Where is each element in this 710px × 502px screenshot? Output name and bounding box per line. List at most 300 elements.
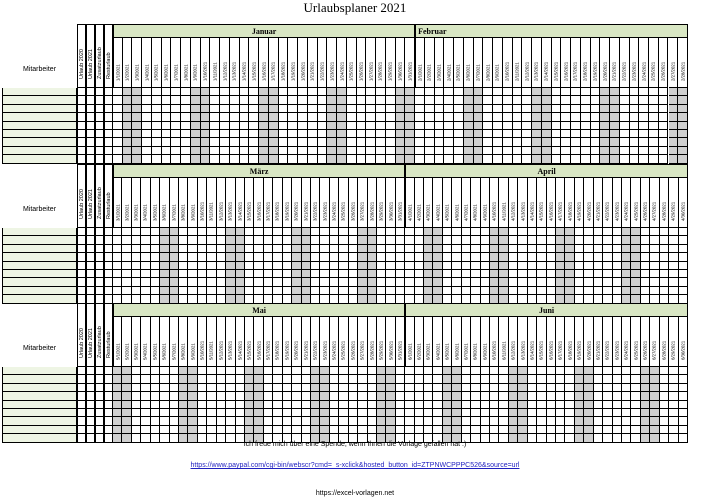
day-cell[interactable] <box>302 262 311 270</box>
day-cell[interactable] <box>160 270 169 278</box>
employee-cell[interactable] <box>2 236 77 244</box>
day-cell[interactable] <box>532 155 542 163</box>
day-cell[interactable] <box>509 245 518 253</box>
day-cell[interactable] <box>170 409 179 417</box>
day-cell[interactable] <box>556 245 565 253</box>
day-cell[interactable] <box>337 96 347 104</box>
day-cell[interactable] <box>584 278 593 286</box>
day-cell[interactable] <box>499 409 508 417</box>
day-cell[interactable] <box>481 392 490 400</box>
day-cell[interactable] <box>679 417 688 425</box>
day-cell[interactable] <box>537 236 546 244</box>
day-cell[interactable] <box>377 228 386 236</box>
day-cell[interactable] <box>433 236 442 244</box>
day-cell[interactable] <box>141 426 150 434</box>
day-cell[interactable] <box>259 147 269 155</box>
day-cell[interactable] <box>669 262 678 270</box>
day-cell[interactable] <box>425 96 435 104</box>
day-cell[interactable] <box>565 278 574 286</box>
day-cell[interactable] <box>581 147 591 155</box>
day-cell[interactable] <box>462 270 471 278</box>
day-cell[interactable] <box>575 367 584 375</box>
day-cell[interactable] <box>631 401 640 409</box>
day-cell[interactable] <box>528 228 537 236</box>
day-cell[interactable] <box>443 392 452 400</box>
day-cell[interactable] <box>415 236 424 244</box>
day-cell[interactable] <box>318 122 328 130</box>
day-cell[interactable] <box>622 228 631 236</box>
day-cell[interactable] <box>292 375 301 383</box>
day-cell[interactable] <box>358 409 367 417</box>
day-cell[interactable] <box>308 88 318 96</box>
day-cell[interactable] <box>462 236 471 244</box>
day-cell[interactable] <box>217 375 226 383</box>
day-cell[interactable] <box>240 138 250 146</box>
day-cell[interactable] <box>490 409 499 417</box>
day-cell[interactable] <box>659 130 669 138</box>
day-cell[interactable] <box>396 262 405 270</box>
day-cell[interactable] <box>386 96 396 104</box>
day-cell[interactable] <box>415 130 425 138</box>
day-cell[interactable] <box>318 155 328 163</box>
day-cell[interactable] <box>650 228 659 236</box>
day-cell[interactable] <box>462 367 471 375</box>
day-cell[interactable] <box>649 96 659 104</box>
day-cell[interactable] <box>320 262 329 270</box>
day-cell[interactable] <box>669 113 679 121</box>
day-cell[interactable] <box>311 262 320 270</box>
day-cell[interactable] <box>490 392 499 400</box>
day-cell[interactable] <box>499 253 508 261</box>
day-cell[interactable] <box>151 236 160 244</box>
day-cell[interactable] <box>141 245 150 253</box>
day-cell[interactable] <box>273 270 282 278</box>
day-cell[interactable] <box>622 426 631 434</box>
day-cell[interactable] <box>170 384 179 392</box>
day-cell[interactable] <box>349 262 358 270</box>
day-cell[interactable] <box>311 245 320 253</box>
day-cell[interactable] <box>230 88 240 96</box>
day-cell[interactable] <box>236 417 245 425</box>
vacation-cell[interactable] <box>104 375 113 383</box>
day-cell[interactable] <box>279 155 289 163</box>
day-cell[interactable] <box>415 122 425 130</box>
day-cell[interactable] <box>273 375 282 383</box>
day-cell[interactable] <box>198 401 207 409</box>
day-cell[interactable] <box>217 401 226 409</box>
day-cell[interactable] <box>288 138 298 146</box>
day-cell[interactable] <box>660 287 669 295</box>
day-cell[interactable] <box>122 426 131 434</box>
day-cell[interactable] <box>259 138 269 146</box>
day-cell[interactable] <box>522 88 532 96</box>
day-cell[interactable] <box>171 122 181 130</box>
day-cell[interactable] <box>452 417 461 425</box>
day-cell[interactable] <box>610 130 620 138</box>
day-cell[interactable] <box>249 113 259 121</box>
day-cell[interactable] <box>376 122 386 130</box>
day-cell[interactable] <box>188 426 197 434</box>
day-cell[interactable] <box>532 96 542 104</box>
day-cell[interactable] <box>481 236 490 244</box>
day-cell[interactable] <box>188 278 197 286</box>
day-cell[interactable] <box>528 401 537 409</box>
day-cell[interactable] <box>201 96 211 104</box>
day-cell[interactable] <box>264 278 273 286</box>
day-cell[interactable] <box>249 88 259 96</box>
day-cell[interactable] <box>571 96 581 104</box>
day-cell[interactable] <box>142 138 152 146</box>
day-cell[interactable] <box>339 228 348 236</box>
day-cell[interactable] <box>339 426 348 434</box>
day-cell[interactable] <box>552 96 562 104</box>
vacation-cell[interactable] <box>77 417 86 425</box>
day-cell[interactable] <box>123 122 133 130</box>
day-cell[interactable] <box>464 88 474 96</box>
day-cell[interactable] <box>433 278 442 286</box>
day-cell[interactable] <box>249 105 259 113</box>
day-cell[interactable] <box>240 96 250 104</box>
day-cell[interactable] <box>631 270 640 278</box>
day-cell[interactable] <box>415 96 425 104</box>
day-cell[interactable] <box>349 409 358 417</box>
day-cell[interactable] <box>532 113 542 121</box>
day-cell[interactable] <box>464 155 474 163</box>
day-cell[interactable] <box>575 278 584 286</box>
day-cell[interactable] <box>405 367 414 375</box>
day-cell[interactable] <box>357 122 367 130</box>
day-cell[interactable] <box>424 375 433 383</box>
vacation-cell[interactable] <box>95 88 104 96</box>
day-cell[interactable] <box>226 392 235 400</box>
day-cell[interactable] <box>181 155 191 163</box>
day-cell[interactable] <box>259 96 269 104</box>
day-cell[interactable] <box>622 417 631 425</box>
day-cell[interactable] <box>349 426 358 434</box>
day-cell[interactable] <box>581 113 591 121</box>
vacation-cell[interactable] <box>95 236 104 244</box>
day-cell[interactable] <box>433 367 442 375</box>
day-cell[interactable] <box>236 228 245 236</box>
day-cell[interactable] <box>424 287 433 295</box>
day-cell[interactable] <box>162 130 172 138</box>
day-cell[interactable] <box>181 130 191 138</box>
day-cell[interactable] <box>424 392 433 400</box>
day-cell[interactable] <box>349 392 358 400</box>
vacation-cell[interactable] <box>104 138 113 146</box>
day-cell[interactable] <box>386 236 395 244</box>
day-cell[interactable] <box>405 113 415 121</box>
day-cell[interactable] <box>452 245 461 253</box>
vacation-cell[interactable] <box>86 105 95 113</box>
vacation-cell[interactable] <box>77 130 86 138</box>
day-cell[interactable] <box>357 155 367 163</box>
day-cell[interactable] <box>339 253 348 261</box>
day-cell[interactable] <box>584 236 593 244</box>
day-cell[interactable] <box>152 88 162 96</box>
day-cell[interactable] <box>179 392 188 400</box>
day-cell[interactable] <box>622 253 631 261</box>
day-cell[interactable] <box>659 88 669 96</box>
day-cell[interactable] <box>347 147 357 155</box>
day-cell[interactable] <box>443 409 452 417</box>
day-cell[interactable] <box>226 401 235 409</box>
day-cell[interactable] <box>481 409 490 417</box>
day-cell[interactable] <box>669 236 678 244</box>
day-cell[interactable] <box>509 417 518 425</box>
day-cell[interactable] <box>386 88 396 96</box>
day-cell[interactable] <box>170 245 179 253</box>
day-cell[interactable] <box>207 392 216 400</box>
day-cell[interactable] <box>330 270 339 278</box>
day-cell[interactable] <box>377 426 386 434</box>
day-cell[interactable] <box>152 147 162 155</box>
day-cell[interactable] <box>659 155 669 163</box>
day-cell[interactable] <box>269 147 279 155</box>
day-cell[interactable] <box>230 130 240 138</box>
day-cell[interactable] <box>499 375 508 383</box>
day-cell[interactable] <box>474 113 484 121</box>
day-cell[interactable] <box>269 96 279 104</box>
day-cell[interactable] <box>269 105 279 113</box>
day-cell[interactable] <box>659 122 669 130</box>
day-cell[interactable] <box>311 426 320 434</box>
day-cell[interactable] <box>649 138 659 146</box>
day-cell[interactable] <box>152 130 162 138</box>
day-cell[interactable] <box>424 384 433 392</box>
day-cell[interactable] <box>600 155 610 163</box>
day-cell[interactable] <box>669 88 679 96</box>
day-cell[interactable] <box>152 96 162 104</box>
day-cell[interactable] <box>490 417 499 425</box>
day-cell[interactable] <box>210 130 220 138</box>
day-cell[interactable] <box>641 426 650 434</box>
day-cell[interactable] <box>240 155 250 163</box>
day-cell[interactable] <box>679 375 688 383</box>
day-cell[interactable] <box>678 155 688 163</box>
vacation-cell[interactable] <box>104 278 113 286</box>
day-cell[interactable] <box>170 262 179 270</box>
day-cell[interactable] <box>405 96 415 104</box>
day-cell[interactable] <box>481 401 490 409</box>
vacation-cell[interactable] <box>104 367 113 375</box>
day-cell[interactable] <box>649 113 659 121</box>
day-cell[interactable] <box>386 122 396 130</box>
day-cell[interactable] <box>292 287 301 295</box>
day-cell[interactable] <box>179 270 188 278</box>
day-cell[interactable] <box>565 245 574 253</box>
day-cell[interactable] <box>292 253 301 261</box>
day-cell[interactable] <box>339 270 348 278</box>
day-cell[interactable] <box>320 417 329 425</box>
day-cell[interactable] <box>141 375 150 383</box>
day-cell[interactable] <box>600 130 610 138</box>
day-cell[interactable] <box>339 262 348 270</box>
day-cell[interactable] <box>452 409 461 417</box>
day-cell[interactable] <box>377 375 386 383</box>
day-cell[interactable] <box>660 236 669 244</box>
day-cell[interactable] <box>339 245 348 253</box>
day-cell[interactable] <box>547 278 556 286</box>
day-cell[interactable] <box>443 426 452 434</box>
day-cell[interactable] <box>509 287 518 295</box>
day-cell[interactable] <box>179 245 188 253</box>
day-cell[interactable] <box>452 426 461 434</box>
day-cell[interactable] <box>503 147 513 155</box>
vacation-cell[interactable] <box>86 409 95 417</box>
day-cell[interactable] <box>123 147 133 155</box>
day-cell[interactable] <box>288 130 298 138</box>
day-cell[interactable] <box>518 253 527 261</box>
day-cell[interactable] <box>171 105 181 113</box>
day-cell[interactable] <box>452 236 461 244</box>
day-cell[interactable] <box>565 253 574 261</box>
day-cell[interactable] <box>575 401 584 409</box>
day-cell[interactable] <box>191 96 201 104</box>
day-cell[interactable] <box>584 262 593 270</box>
day-cell[interactable] <box>481 262 490 270</box>
day-cell[interactable] <box>240 122 250 130</box>
day-cell[interactable] <box>113 105 123 113</box>
day-cell[interactable] <box>349 228 358 236</box>
day-cell[interactable] <box>622 278 631 286</box>
day-cell[interactable] <box>308 155 318 163</box>
employee-cell[interactable] <box>2 417 77 425</box>
day-cell[interactable] <box>584 228 593 236</box>
day-cell[interactable] <box>327 113 337 121</box>
day-cell[interactable] <box>679 287 688 295</box>
day-cell[interactable] <box>386 375 395 383</box>
day-cell[interactable] <box>207 409 216 417</box>
day-cell[interactable] <box>518 236 527 244</box>
day-cell[interactable] <box>368 262 377 270</box>
day-cell[interactable] <box>660 409 669 417</box>
day-cell[interactable] <box>405 375 414 383</box>
day-cell[interactable] <box>490 245 499 253</box>
day-cell[interactable] <box>142 105 152 113</box>
day-cell[interactable] <box>660 384 669 392</box>
day-cell[interactable] <box>613 392 622 400</box>
day-cell[interactable] <box>542 155 552 163</box>
day-cell[interactable] <box>217 262 226 270</box>
day-cell[interactable] <box>639 105 649 113</box>
day-cell[interactable] <box>594 236 603 244</box>
day-cell[interactable] <box>245 287 254 295</box>
vacation-cell[interactable] <box>77 138 86 146</box>
day-cell[interactable] <box>565 270 574 278</box>
day-cell[interactable] <box>396 245 405 253</box>
day-cell[interactable] <box>122 417 131 425</box>
day-cell[interactable] <box>302 375 311 383</box>
day-cell[interactable] <box>236 401 245 409</box>
day-cell[interactable] <box>339 384 348 392</box>
day-cell[interactable] <box>347 130 357 138</box>
day-cell[interactable] <box>311 287 320 295</box>
day-cell[interactable] <box>522 155 532 163</box>
day-cell[interactable] <box>471 401 480 409</box>
day-cell[interactable] <box>198 367 207 375</box>
day-cell[interactable] <box>122 384 131 392</box>
day-cell[interactable] <box>132 278 141 286</box>
day-cell[interactable] <box>425 147 435 155</box>
day-cell[interactable] <box>292 278 301 286</box>
vacation-cell[interactable] <box>95 270 104 278</box>
day-cell[interactable] <box>513 130 523 138</box>
day-cell[interactable] <box>122 409 131 417</box>
vacation-cell[interactable] <box>86 155 95 163</box>
vacation-cell[interactable] <box>104 228 113 236</box>
day-cell[interactable] <box>298 113 308 121</box>
day-cell[interactable] <box>122 245 131 253</box>
day-cell[interactable] <box>236 236 245 244</box>
day-cell[interactable] <box>571 122 581 130</box>
day-cell[interactable] <box>415 392 424 400</box>
day-cell[interactable] <box>483 96 493 104</box>
day-cell[interactable] <box>330 236 339 244</box>
day-cell[interactable] <box>610 122 620 130</box>
day-cell[interactable] <box>151 409 160 417</box>
employee-cell[interactable] <box>2 262 77 270</box>
day-cell[interactable] <box>308 138 318 146</box>
day-cell[interactable] <box>509 253 518 261</box>
day-cell[interactable] <box>220 147 230 155</box>
day-cell[interactable] <box>528 392 537 400</box>
day-cell[interactable] <box>368 401 377 409</box>
day-cell[interactable] <box>639 96 649 104</box>
day-cell[interactable] <box>245 253 254 261</box>
vacation-cell[interactable] <box>77 409 86 417</box>
day-cell[interactable] <box>366 88 376 96</box>
day-cell[interactable] <box>483 122 493 130</box>
day-cell[interactable] <box>405 426 414 434</box>
day-cell[interactable] <box>471 409 480 417</box>
day-cell[interactable] <box>669 417 678 425</box>
day-cell[interactable] <box>561 122 571 130</box>
day-cell[interactable] <box>320 228 329 236</box>
day-cell[interactable] <box>210 122 220 130</box>
day-cell[interactable] <box>613 426 622 434</box>
day-cell[interactable] <box>311 392 320 400</box>
day-cell[interactable] <box>259 105 269 113</box>
day-cell[interactable] <box>264 245 273 253</box>
day-cell[interactable] <box>471 426 480 434</box>
day-cell[interactable] <box>499 262 508 270</box>
vacation-cell[interactable] <box>77 367 86 375</box>
day-cell[interactable] <box>327 138 337 146</box>
day-cell[interactable] <box>358 228 367 236</box>
day-cell[interactable] <box>302 417 311 425</box>
day-cell[interactable] <box>613 278 622 286</box>
day-cell[interactable] <box>594 287 603 295</box>
day-cell[interactable] <box>302 253 311 261</box>
day-cell[interactable] <box>198 236 207 244</box>
day-cell[interactable] <box>565 417 574 425</box>
day-cell[interactable] <box>493 96 503 104</box>
day-cell[interactable] <box>337 138 347 146</box>
day-cell[interactable] <box>542 113 552 121</box>
day-cell[interactable] <box>630 138 640 146</box>
day-cell[interactable] <box>288 147 298 155</box>
day-cell[interactable] <box>443 245 452 253</box>
day-cell[interactable] <box>622 245 631 253</box>
day-cell[interactable] <box>142 113 152 121</box>
day-cell[interactable] <box>171 96 181 104</box>
day-cell[interactable] <box>471 236 480 244</box>
day-cell[interactable] <box>518 401 527 409</box>
day-cell[interactable] <box>249 130 259 138</box>
day-cell[interactable] <box>454 105 464 113</box>
day-cell[interactable] <box>405 138 415 146</box>
